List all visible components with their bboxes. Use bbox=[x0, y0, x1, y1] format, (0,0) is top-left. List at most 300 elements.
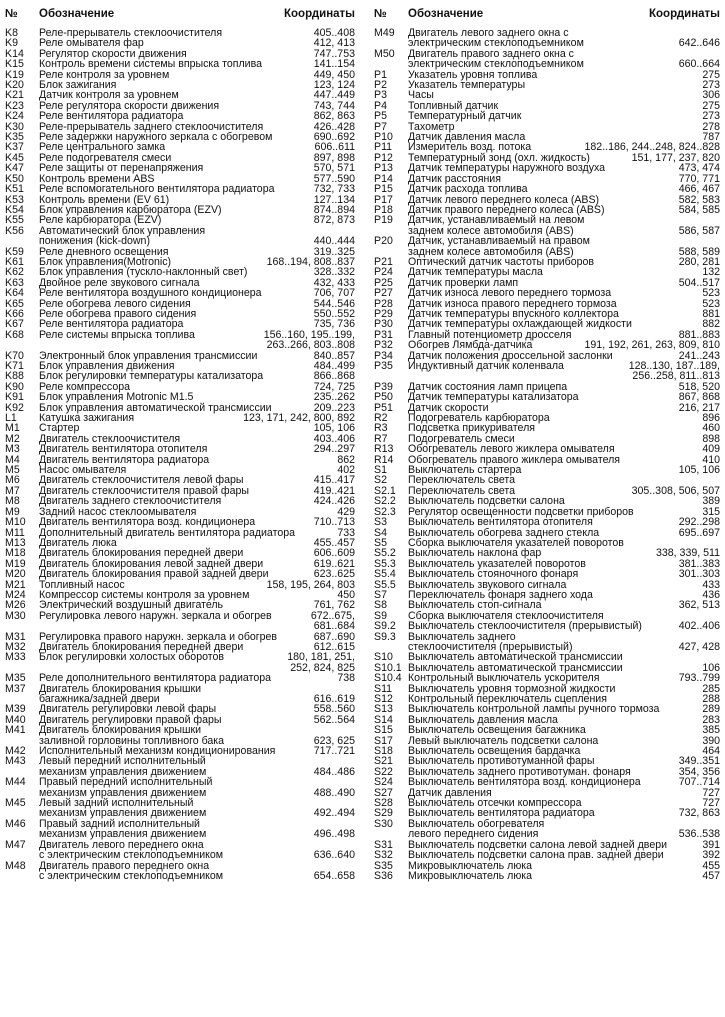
component-coordinates: 381..383 bbox=[678, 557, 720, 570]
component-designation: Реле обогрева правого сидения bbox=[39, 307, 197, 320]
component-number: S2.1 bbox=[374, 484, 396, 497]
component-coordinates: 584, 585 bbox=[678, 203, 720, 216]
component-number: S35 bbox=[374, 859, 393, 872]
component-designation: электрическим стеклоподъемником bbox=[408, 58, 584, 71]
component-number: P19 bbox=[374, 214, 393, 227]
component-number: P13 bbox=[374, 162, 393, 175]
header-designation: Обозначение bbox=[39, 8, 115, 20]
component-coordinates: 273 bbox=[702, 79, 720, 92]
component-designation: стеклоочистителя (прерывистый) bbox=[408, 640, 573, 653]
component-coordinates: 874..894 bbox=[313, 203, 355, 216]
component-designation: Указатель уровня топлива bbox=[408, 68, 538, 81]
component-coordinates: 733 bbox=[337, 526, 355, 539]
component-coordinates: 319..325 bbox=[313, 245, 355, 258]
component-coordinates: 241..243 bbox=[678, 349, 720, 362]
component-number: P31 bbox=[374, 328, 393, 341]
component-coordinates: 449, 450 bbox=[313, 68, 355, 81]
component-designation: Контрольный выключатель ускорителя bbox=[408, 672, 600, 685]
component-coordinates: 127..134 bbox=[313, 193, 355, 206]
component-number: P20 bbox=[374, 235, 393, 248]
component-number: K70 bbox=[5, 349, 24, 362]
component-designation: Реле компрессора bbox=[39, 380, 130, 393]
component-number: P27 bbox=[374, 287, 393, 300]
component-designation: Реле вентилятора радиатора bbox=[39, 110, 184, 123]
component-designation: Датчик расхода топлива bbox=[408, 183, 528, 196]
component-designation: механизм управления движением bbox=[39, 807, 207, 820]
component-designation: Датчик скорости bbox=[408, 401, 489, 414]
component-number: M40 bbox=[5, 713, 26, 726]
component-designation: Тахометр bbox=[408, 120, 455, 133]
component-number: P30 bbox=[374, 318, 393, 331]
component-coordinates: 280, 281 bbox=[678, 255, 720, 268]
component-designation: Контроль времени (EV 61) bbox=[39, 193, 170, 206]
component-designation: Выключатель уровня тормозной жидкости bbox=[408, 682, 616, 695]
component-coordinates: 419..421 bbox=[313, 484, 355, 497]
component-coordinates: 738 bbox=[337, 672, 355, 685]
component-designation: Сборка выключателя стеклоочистителя bbox=[408, 609, 604, 622]
component-coordinates: 288 bbox=[702, 693, 720, 705]
component-number: S22 bbox=[374, 765, 393, 778]
component-coordinates: 588, 589 bbox=[678, 245, 720, 258]
component-coordinates: 436 bbox=[702, 588, 720, 601]
component-number: M18 bbox=[5, 547, 26, 560]
component-number: K88 bbox=[5, 370, 24, 383]
component-designation: Компрессор системы контроля за уровнем bbox=[39, 588, 250, 601]
component-number: P29 bbox=[374, 307, 393, 320]
component-coordinates: 862 bbox=[337, 453, 355, 466]
header-number: № bbox=[5, 8, 18, 20]
component-designation: Топливный датчик bbox=[408, 99, 499, 112]
component-designation: Измеритель возд. потока bbox=[408, 141, 532, 154]
component-coordinates: 582, 583 bbox=[678, 193, 720, 206]
component-number: M9 bbox=[5, 505, 20, 518]
component-designation: Датчик температуры масла bbox=[408, 266, 543, 279]
component-number: P39 bbox=[374, 380, 393, 393]
component-number: K19 bbox=[5, 68, 24, 81]
component-designation: Двигатель вентилятора отопителя bbox=[39, 443, 208, 456]
header-coordinates: Координаты bbox=[649, 8, 720, 20]
component-coordinates: 301..303 bbox=[678, 568, 720, 581]
component-entry bbox=[374, 288, 720, 298]
component-designation: Блок управления Motronic M1.5 bbox=[39, 391, 194, 404]
component-coordinates: 390 bbox=[702, 734, 720, 747]
component-entry bbox=[374, 236, 720, 257]
component-coordinates: 695..697 bbox=[678, 526, 720, 539]
component-entry bbox=[5, 725, 355, 746]
component-coordinates: 787 bbox=[702, 131, 720, 144]
component-entry bbox=[5, 569, 355, 579]
component-designation: Реле омывателя фар bbox=[39, 37, 144, 50]
component-coordinates: 862, 863 bbox=[313, 110, 355, 123]
component-designation: Блок управления движения bbox=[39, 360, 175, 372]
component-designation: Выключатель отсечки компрессора bbox=[408, 797, 582, 810]
component-coordinates: 402..406 bbox=[678, 620, 720, 633]
right-entries bbox=[374, 28, 720, 881]
component-designation: Правый задний исполнительный bbox=[39, 817, 200, 830]
component-coordinates: 429 bbox=[337, 505, 355, 518]
component-designation: Реле дневного освещения bbox=[39, 245, 169, 258]
component-number: K56 bbox=[5, 224, 24, 237]
component-entry bbox=[374, 28, 720, 49]
component-entry bbox=[374, 184, 720, 194]
component-number: M21 bbox=[5, 578, 26, 591]
component-coordinates: 793..799 bbox=[678, 672, 720, 685]
component-number: K51 bbox=[5, 183, 24, 196]
component-coordinates: 654..658 bbox=[313, 869, 355, 882]
component-entry bbox=[5, 819, 355, 840]
component-coordinates: 687..690 bbox=[313, 630, 355, 643]
component-coordinates: 484..499 bbox=[313, 360, 355, 372]
component-designation: Датчик износа левого переднего тормоза bbox=[408, 287, 612, 300]
component-designation: Насос омывателя bbox=[39, 464, 127, 477]
component-number: M32 bbox=[5, 640, 26, 653]
component-designation: Электрический воздушный двигатель bbox=[39, 599, 224, 612]
component-designation: Температурный датчик bbox=[408, 110, 522, 123]
component-designation: Двигатель правого переднего окна bbox=[39, 859, 210, 872]
component-number: P7 bbox=[374, 120, 387, 133]
component-coordinates: 897, 898 bbox=[313, 151, 355, 164]
component-number: P1 bbox=[374, 68, 387, 81]
component-number: S31 bbox=[374, 838, 393, 851]
component-designation: Регулятор скорости движения bbox=[39, 47, 187, 60]
component-coordinates: 706, 707 bbox=[313, 287, 355, 300]
component-designation: Выключатель контрольной лампы ручного тормоза bbox=[408, 703, 660, 716]
component-designation: Выключатель звукового сигнала bbox=[408, 578, 567, 591]
component-number: P11 bbox=[374, 141, 393, 154]
component-designation: Датчик проверки ламп bbox=[408, 276, 519, 289]
component-number: S28 bbox=[374, 797, 393, 810]
component-coordinates: 256..258, 811..813 bbox=[632, 370, 720, 383]
component-number: S14 bbox=[374, 713, 393, 726]
component-designation: Исполнительный механизм кондиционирования bbox=[39, 745, 276, 758]
component-designation: Реле вентилятора воздушного кондиционера bbox=[39, 287, 262, 300]
component-designation: Переключатель фонаря заднего хода bbox=[408, 588, 593, 601]
component-number: S5.4 bbox=[374, 568, 396, 581]
component-coordinates: 735, 736 bbox=[313, 318, 355, 331]
component-designation: Топливный насос bbox=[39, 578, 125, 591]
component-number: S36 bbox=[374, 869, 393, 882]
component-coordinates: 105, 106 bbox=[678, 464, 720, 477]
component-designation: Температурный зонд (охл. жидкость) bbox=[408, 151, 590, 164]
component-coordinates: 450 bbox=[337, 588, 355, 601]
component-coordinates: 362, 513 bbox=[678, 599, 720, 612]
component-designation: Выключатель указателей поворотов bbox=[408, 557, 586, 570]
component-designation: Двигатель стеклоочистителя bbox=[39, 432, 181, 445]
component-number: S2 bbox=[374, 474, 387, 487]
component-number: S10 bbox=[374, 651, 393, 664]
component-designation: Выключатель стоп-сигнала bbox=[408, 599, 542, 612]
component-coordinates: 235..262 bbox=[313, 391, 355, 404]
component-designation: Реле вентилятора радиатора bbox=[39, 318, 184, 331]
component-number: M48 bbox=[5, 859, 26, 872]
component-designation: механизм управления движением bbox=[39, 765, 207, 778]
component-coordinates: 278 bbox=[702, 120, 720, 133]
component-coordinates: 896 bbox=[702, 412, 720, 425]
component-number: K62 bbox=[5, 266, 24, 279]
component-coordinates: 433 bbox=[702, 578, 720, 591]
component-coordinates: 338, 339, 511 bbox=[655, 547, 720, 560]
component-entry bbox=[5, 684, 355, 705]
component-designation: Блок управления (тускло-наклонный свет) bbox=[39, 266, 248, 279]
component-coordinates: 681..684 bbox=[313, 620, 355, 633]
component-designation: Сборка выключателя указателей поворотов bbox=[408, 536, 624, 549]
component-coordinates: 426..428 bbox=[313, 120, 355, 133]
component-entry bbox=[374, 361, 720, 382]
component-number: K64 bbox=[5, 287, 24, 300]
component-number: S3 bbox=[374, 516, 387, 529]
component-designation: Датчик температуры охлаждающей жидкости bbox=[408, 318, 632, 331]
component-designation: Микровыключатель люка bbox=[408, 869, 533, 882]
component-number: S9.3 bbox=[374, 630, 396, 643]
header-number: № bbox=[374, 8, 387, 20]
component-coordinates: 717..721 bbox=[313, 745, 355, 758]
component-designation: Подогреватель карбюратора bbox=[408, 412, 550, 425]
component-number: S17 bbox=[374, 734, 393, 747]
component-number: K91 bbox=[5, 391, 24, 404]
component-coordinates: 523 bbox=[702, 297, 720, 310]
component-number: K59 bbox=[5, 245, 24, 258]
component-designation: Главный потенциометр дросселя bbox=[408, 328, 572, 341]
component-designation: Выключатель вентилятора радиатора bbox=[408, 807, 595, 820]
component-designation: Двигатель стеклоочистителя правой фары bbox=[39, 484, 249, 497]
component-number: S5.2 bbox=[374, 547, 396, 560]
component-number: M26 bbox=[5, 599, 26, 612]
component-coordinates: 867, 868 bbox=[678, 391, 720, 404]
component-coordinates: 191, 192, 261, 263, 809, 810 bbox=[584, 339, 720, 352]
component-coordinates: 263..266, 803..808 bbox=[266, 339, 355, 352]
component-designation: Левый задний исполнительный bbox=[39, 797, 194, 810]
component-number: S8 bbox=[374, 599, 387, 612]
component-entry bbox=[5, 861, 355, 882]
component-coordinates: 761, 762 bbox=[313, 599, 355, 612]
component-entry bbox=[5, 611, 355, 632]
component-coordinates: 619..621 bbox=[313, 557, 355, 570]
component-coordinates: 866..868 bbox=[313, 370, 355, 383]
component-coordinates: 283 bbox=[702, 713, 720, 726]
component-coordinates: 612..615 bbox=[313, 640, 355, 653]
component-designation: Дополнительный двигатель вентилятора радиатора bbox=[39, 526, 296, 539]
component-coordinates: 424..426 bbox=[313, 495, 355, 508]
component-coordinates: 180, 181, 251, bbox=[287, 651, 355, 664]
component-number: M46 bbox=[5, 817, 26, 830]
component-number: S24 bbox=[374, 776, 393, 789]
component-number: K20 bbox=[5, 79, 24, 92]
component-designation: Реле центрального замка bbox=[39, 141, 166, 154]
component-designation: Правый передний исполнительный bbox=[39, 776, 213, 789]
component-coordinates: 156..160, 195..199, bbox=[263, 328, 355, 341]
component-number: K66 bbox=[5, 307, 24, 320]
component-coordinates: 415..417 bbox=[313, 474, 355, 487]
component-coordinates: 128..130, 187..189, bbox=[628, 360, 720, 372]
component-designation: заднем колесе автомобиля (ABS) bbox=[408, 224, 574, 237]
component-number: K23 bbox=[5, 99, 24, 112]
component-coordinates: 289 bbox=[702, 703, 720, 716]
component-number: L1 bbox=[5, 412, 17, 425]
component-coordinates: 492..494 bbox=[313, 807, 355, 820]
component-designation: Реле-прерыватель стеклоочистителя bbox=[39, 27, 223, 39]
component-number: S2.3 bbox=[374, 505, 396, 518]
component-coordinates: 586, 587 bbox=[678, 224, 720, 237]
left-column-header bbox=[5, 8, 355, 28]
component-number: M30 bbox=[5, 609, 26, 622]
component-coordinates: 305..308, 506, 507 bbox=[631, 484, 720, 497]
component-designation: Реле задержки наружного зеркала с обогревом bbox=[39, 131, 273, 144]
component-number: K63 bbox=[5, 276, 24, 289]
component-designation: Двигатель блокирования передней двери bbox=[39, 640, 244, 653]
component-designation: Катушка зажигания bbox=[39, 412, 135, 425]
component-number: P12 bbox=[374, 151, 393, 164]
component-designation: с электрическим стеклоподъемником bbox=[39, 869, 224, 882]
component-designation: Обогрев Лямбда-датчика bbox=[408, 339, 533, 352]
component-coordinates: 636..640 bbox=[313, 849, 355, 862]
component-designation: Выключатель вентилятора возд. кондиционера bbox=[408, 776, 641, 789]
component-designation: Датчик расстояния bbox=[408, 172, 501, 185]
component-designation: Реле дополнительного вентилятора радиатора bbox=[39, 672, 271, 685]
component-number: P51 bbox=[374, 401, 393, 414]
component-designation: Реле подогревателя смеси bbox=[39, 151, 172, 164]
component-coordinates: 577..590 bbox=[313, 172, 355, 185]
component-number: P3 bbox=[374, 89, 387, 102]
component-entry bbox=[374, 517, 720, 527]
component-entry bbox=[5, 798, 355, 819]
component-coordinates: 403..406 bbox=[313, 432, 355, 445]
component-designation: Контрольный переключатель сцепления bbox=[408, 693, 607, 705]
component-number: M20 bbox=[5, 568, 26, 581]
component-designation: Реле системы впрыска топлива bbox=[39, 328, 195, 341]
component-number: M2 bbox=[5, 432, 20, 445]
component-number: R13 bbox=[374, 443, 394, 456]
component-coordinates: 840..857 bbox=[313, 349, 355, 362]
component-coordinates: 315 bbox=[702, 505, 720, 518]
component-coordinates: 690..692 bbox=[313, 131, 355, 144]
component-designation: заливной горловины топливного бака bbox=[39, 734, 225, 747]
component-designation: Выключатель освещения бардачка bbox=[408, 745, 581, 758]
component-number: M1 bbox=[5, 422, 20, 435]
component-designation: Датчик правого переднего колеса (ABS) bbox=[408, 203, 605, 216]
component-number: M43 bbox=[5, 755, 26, 768]
component-coordinates: 747..753 bbox=[313, 47, 355, 60]
component-number: M7 bbox=[5, 484, 20, 497]
component-designation: Задний насос стеклоомывателя bbox=[39, 505, 197, 518]
component-number: K53 bbox=[5, 193, 24, 206]
component-designation: механизм управления движением bbox=[39, 786, 207, 799]
component-designation: Оптический датчик частоты приборов bbox=[408, 255, 595, 268]
component-entry bbox=[374, 215, 720, 236]
component-number: M11 bbox=[5, 526, 25, 539]
component-coordinates: 410 bbox=[702, 453, 720, 466]
component-coordinates: 354, 356 bbox=[678, 765, 720, 778]
component-coordinates: 123, 171, 242, 800, 892 bbox=[243, 412, 355, 425]
component-number: P5 bbox=[374, 110, 387, 123]
component-coordinates: 275 bbox=[702, 68, 720, 81]
component-number: P50 bbox=[374, 391, 393, 404]
component-number: R3 bbox=[374, 422, 388, 435]
component-number: P25 bbox=[374, 276, 393, 289]
component-designation: Двойное реле звукового сигнала bbox=[39, 276, 200, 289]
component-coordinates: 105, 106 bbox=[313, 422, 355, 435]
component-number: S27 bbox=[374, 786, 393, 799]
component-entry bbox=[5, 652, 355, 673]
component-coordinates: 707..714 bbox=[678, 776, 720, 789]
component-coordinates: 743, 744 bbox=[313, 99, 355, 112]
component-designation: Часы bbox=[408, 89, 434, 102]
component-designation: Левый выключатель подсветки салона bbox=[408, 734, 599, 747]
component-designation: Регулятор освещенности подсветки приборов bbox=[408, 505, 634, 518]
component-number: K8 bbox=[5, 27, 18, 39]
component-entry bbox=[374, 632, 720, 653]
component-designation: Датчик состояния ламп прицепа bbox=[408, 380, 568, 393]
component-designation: левого переднего сидения bbox=[408, 828, 539, 841]
component-designation: Выключатель заднего bbox=[408, 630, 516, 643]
component-designation: Блок управления карбюратора (EZV) bbox=[39, 203, 222, 216]
component-designation: Переключатель света bbox=[408, 484, 516, 497]
component-designation: Выключатель стартера bbox=[408, 464, 522, 477]
component-number: P24 bbox=[374, 266, 393, 279]
component-coordinates: 168..194, 808..837 bbox=[266, 255, 355, 268]
component-coordinates: 447..449 bbox=[313, 89, 355, 102]
component-designation: Двигатель блокирования правой задней двери bbox=[39, 568, 269, 581]
component-coordinates: 412, 413 bbox=[313, 37, 355, 50]
component-coordinates: 881 bbox=[702, 307, 720, 320]
component-coordinates: 724, 725 bbox=[313, 380, 355, 393]
component-designation: Датчик температуры наружного воздуха bbox=[408, 162, 606, 175]
component-number: M5 bbox=[5, 464, 20, 477]
component-designation: Блок управления(Motronic) bbox=[39, 255, 172, 268]
component-number: K45 bbox=[5, 151, 24, 164]
component-number: K71 bbox=[5, 360, 24, 372]
component-coordinates: 106 bbox=[702, 661, 720, 674]
component-number: S5 bbox=[374, 536, 387, 549]
component-designation: Датчик температуры катализатора bbox=[408, 391, 579, 404]
component-designation: Выключатель подсветки салона bbox=[408, 495, 565, 508]
component-number: S21 bbox=[374, 755, 393, 768]
component-coordinates: 457 bbox=[702, 869, 720, 882]
component-designation: Двигатель левого переднего окна bbox=[39, 838, 204, 851]
component-number: M10 bbox=[5, 516, 26, 529]
component-designation: механизм управления движением bbox=[39, 828, 207, 841]
component-coordinates: 881..883 bbox=[678, 328, 720, 341]
component-coordinates: 518, 520 bbox=[678, 380, 720, 393]
component-number: K14 bbox=[5, 47, 24, 60]
component-number: M8 bbox=[5, 495, 20, 508]
component-number: P35 bbox=[374, 360, 393, 372]
component-designation: Регулировка правого наружн. зеркала и обогрев bbox=[39, 630, 278, 643]
component-designation: Блок регулировки температуры катализатора bbox=[39, 370, 264, 383]
component-number: S30 bbox=[374, 817, 393, 830]
component-designation: Двигатель регулировки левой фары bbox=[39, 703, 217, 716]
component-number: S5.3 bbox=[374, 557, 396, 570]
component-number: K68 bbox=[5, 328, 24, 341]
component-designation: Реле карбюратора (EZV) bbox=[39, 214, 162, 227]
component-number: S7 bbox=[374, 588, 387, 601]
component-number: S13 bbox=[374, 703, 393, 716]
component-entry bbox=[374, 819, 720, 840]
component-coordinates: 182..186, 244..248, 824..828 bbox=[584, 141, 720, 154]
component-designation: багажника/задней двери bbox=[39, 693, 160, 705]
component-number: M13 bbox=[5, 536, 26, 549]
component-coordinates: 496..498 bbox=[313, 828, 355, 841]
component-designation: Выключатель обогревателя bbox=[408, 817, 545, 830]
component-coordinates: 770, 771 bbox=[678, 172, 720, 185]
component-designation: Датчик давления масла bbox=[408, 131, 526, 144]
component-coordinates: 391 bbox=[702, 838, 720, 851]
component-coordinates: 460 bbox=[702, 422, 720, 435]
component-number: S9 bbox=[374, 609, 387, 622]
component-designation: Указатель температуры bbox=[408, 79, 526, 92]
component-designation: Датчик температуры впускного коллектора bbox=[408, 307, 619, 320]
component-designation: Датчик износа правого переднего тормоза bbox=[408, 297, 617, 310]
component-coordinates: 623, 625 bbox=[313, 734, 355, 747]
